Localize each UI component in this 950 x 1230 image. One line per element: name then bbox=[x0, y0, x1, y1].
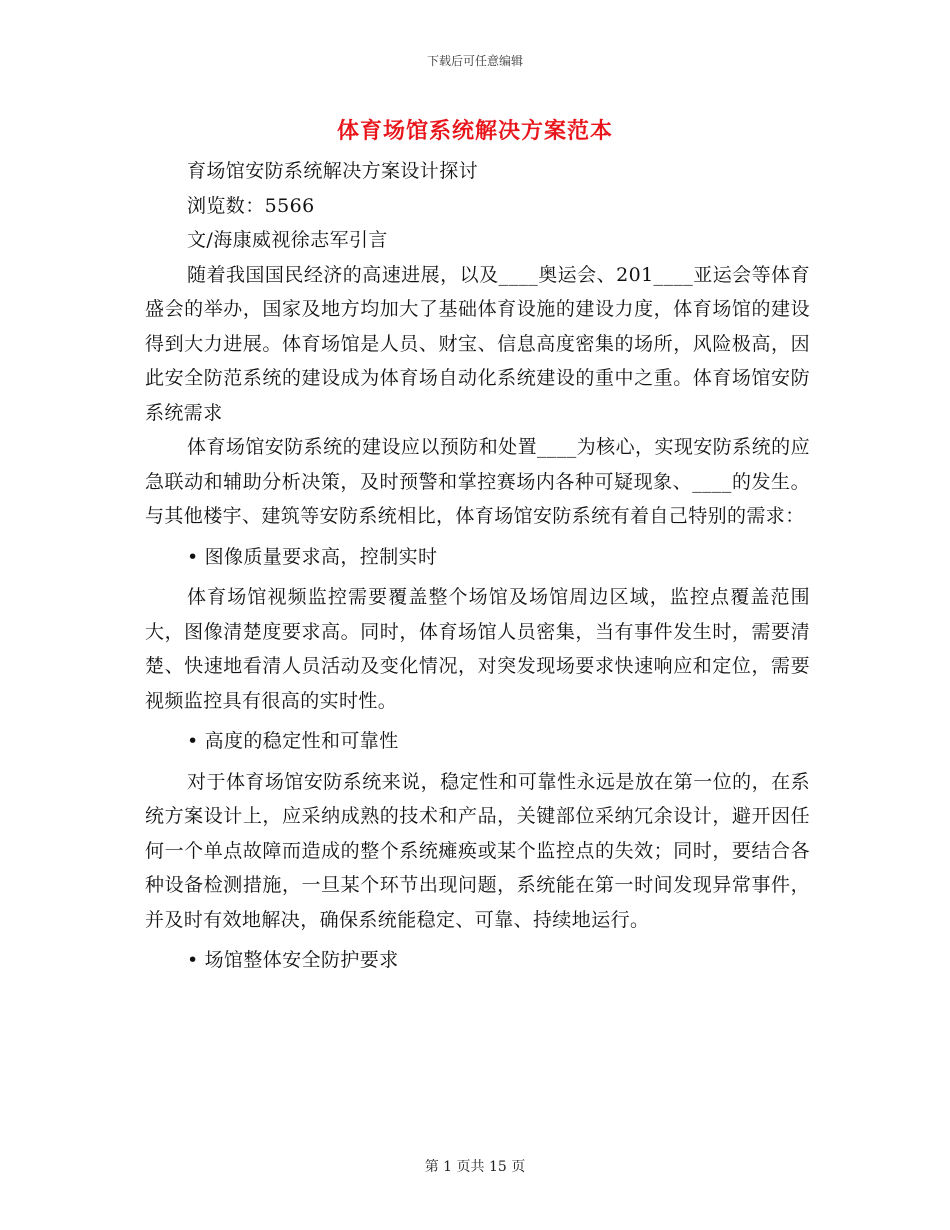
document-title: 体育场馆系统解决方案范本 bbox=[336, 118, 613, 144]
paragraph-requirements: 体育场馆安防系统的建设应以预防和处置____为核心，实现安防系统的应急联动和辅助分析决策，及时预警和掌控赛场内各种可疑现象、____的发生。与其他楼宇、建筑等安防系统相比，体育场馆安防系统有着自己特别的需求： bbox=[145, 436, 810, 527]
view-count-line: 浏览数：5566 bbox=[187, 194, 315, 217]
bullet-item-overall-security bbox=[145, 943, 810, 978]
bullet-label: 图像质量要求高，控制实时 bbox=[204, 545, 438, 568]
document-body bbox=[145, 154, 810, 984]
paragraph-video-monitoring: 体育场馆视频监控需要覆盖整个场馆及场馆周边区域，监控点覆盖范围大，图像清楚度要求高。同时，体育场馆人员密集，当有事件发生时，需要清楚、快速地看清人员活动及变化情况，对突发现场要求快速响应和定位，需要视频监控具有很高的实时性。 bbox=[145, 586, 810, 712]
bullet-dot-icon: • bbox=[187, 545, 199, 568]
page-header: 下载后可任意编辑 bbox=[426, 54, 523, 68]
bullet-item-image-quality bbox=[145, 540, 810, 575]
bullet-label: 场馆整体安全防护要求 bbox=[204, 949, 399, 971]
subtitle-line: 育场馆安防系统解决方案设计探讨 bbox=[187, 160, 479, 182]
page-footer: 第 1 页共 15 页 bbox=[424, 1159, 526, 1175]
bullet-label: 高度的稳定性和可靠性 bbox=[204, 730, 399, 752]
bullet-dot-icon: • bbox=[187, 730, 199, 752]
bullet-dot-icon: • bbox=[187, 949, 199, 971]
author-line: 文/海康威视徐志军引言 bbox=[187, 229, 388, 251]
bullet-item-stability bbox=[145, 724, 810, 759]
paragraph-intro: 随着我国国民经济的高速进展，以及____奥运会、201____亚运会等体育盛会的举办，国家及地方均加大了基础体育设施的建设力度，体育场馆的建设得到大力进展。体育场馆是人员、财宝、信息高度密集的场所，风险极高，因此安全防范系统的建设成为体育场自动化系统建设的重中之重。体育场馆安防系统需求 bbox=[145, 263, 810, 424]
paragraph-stability: 对于体育场馆安防系统来说，稳定性和可靠性永远是放在第一位的，在系统方案设计上，应采纳成熟的技术和产品，关键部位采纳冗余设计，避开因任何一个单点故障而造成的整个系统瘫痪或某个监控点的失效；同时，要结合各种设备检测措施，一旦某个环节出现问题，系统能在第一时间发现异常事件，并及时有效地解决，确保系统能稳定、可靠、持续地运行。 bbox=[145, 770, 810, 931]
